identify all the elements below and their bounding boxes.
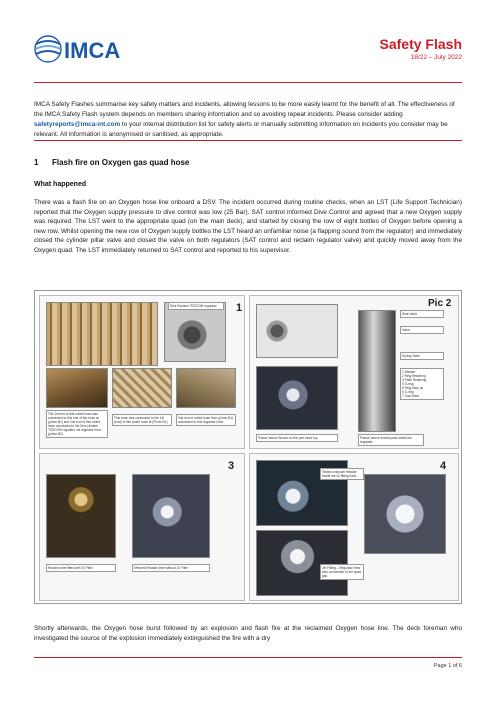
panel-label-1: 1 [236, 302, 243, 314]
section-number: 1 [34, 158, 39, 167]
safety-flash-number: 18/22 – July 2022 [410, 54, 462, 61]
intro-text-start: IMCA Safety Flashes summarise key safety matters and incidents, allowing lessons to be more easily learnt for the benefit of all. The effectiveness of the IMCA Safety Flash system depends on members sharing information and so avoiding repeat incidents. Please consider adding [34, 101, 455, 118]
panel-label-4: 4 [440, 460, 447, 472]
fitting-closeup-photo [364, 474, 446, 554]
photo-panel-4 [249, 453, 459, 601]
regulator-internal-parts-photo [358, 310, 396, 432]
incident-paragraph: There was a flash fire on an Oxygen hose line onboard a DSV. The incident occurred during routine checks, when an LST (Life Support Technician) reported that the Oxygen supply pressure to dive control was low (25 Bar). SAT control informed Dive Control and agreed that a new Oxygen supply was required. The LST went to the appropriate quad (on the main deck), and started by closing the row of eight bottles of Oxygen before opening a new row. Whilst opening the new row of Oxygen supply bottles the LST heard an unfamiliar noise (a flapping sound from the regulator) and immediately closed the cylinder pillar valve and closed the valve on both regulators (SAT control and reclaim regulator valve) and quickly moved away from the Oxygen quad. The LST immediately returned to SAT control and reported to his supervisor. [34, 199, 462, 254]
jet-fitting-photo [256, 530, 348, 596]
caption-parts-inside-regulator: Picture above shows parts inside the regulator [358, 434, 424, 446]
logo-wordmark: IMCA [64, 38, 121, 63]
pair-valve-top-photo [256, 366, 338, 430]
photo-panel-2 [249, 295, 459, 449]
regulator-hose-photo-b2 [176, 368, 236, 408]
what-happened-heading: What happened [34, 181, 87, 188]
caption-valve: Valve [400, 326, 444, 334]
intro-divider [34, 140, 462, 141]
safety-reports-email-link[interactable]: safetyreports@imca-int.com [34, 121, 121, 128]
caption-parts-list: 1 Washer 2 Ring Retaining 3 Plate Retaining 4 O-ring 5 Ring back up 6 O-ring 7 Cap Valve [400, 368, 444, 400]
section-heading [34, 158, 189, 167]
caption-spring-valve: Spring Valve [400, 352, 444, 360]
hose-end-photo-b1 [46, 368, 108, 408]
photo-panel-3 [39, 453, 245, 601]
caption-tested-residue: Tested unknown residue inside the 02 fitting hose [320, 468, 364, 480]
coiled-hose-photo [112, 368, 172, 408]
photo-panel-1 [39, 295, 245, 449]
panel-label-3: 3 [228, 460, 235, 472]
caption-hose-end: The 1st end of this coiled hose was connected to this end of the hose at (photo B1) and 2nd end of this coiled hose connected to the Dive reclaim TESCOM regulator via regulator feed (photo B2) [46, 410, 108, 438]
panel-label-2: Pic 2 [428, 298, 452, 309]
caption-inlet-with-filter: Reclaim inlet fitted with 10 Filter [46, 564, 116, 572]
reclaim-inlet-with-filter-photo [46, 474, 116, 558]
incident-photo-figure [34, 290, 462, 604]
safety-flash-title: Safety Flash [379, 36, 462, 52]
caption-second-end: 2nd end of coiled hose from (photo B1) connected to this regulator hose [176, 414, 236, 426]
imca-logo [34, 32, 134, 66]
globe-icon [35, 36, 61, 62]
caption-seat-valve: Seat Valve [400, 310, 444, 318]
header-divider [34, 82, 462, 83]
caption-jet-fitting: Jet Fitting – Regulator feed side connection to the quad gas [320, 564, 364, 580]
quad-rack-photo [46, 302, 158, 366]
valve-parts-photo [256, 304, 338, 358]
caption-inlet-without-filter: Effected Reclaim inlet without 10 Filter [132, 564, 210, 572]
reclaim-inlet-without-filter-photo [132, 474, 210, 558]
intro-text-end: to your internal distribution list for safety alerts or manually submitting information on incidents you consider may be relevant. All information is anonymised or sanitised, as appropriate. [34, 121, 448, 138]
footer-divider [34, 657, 462, 658]
section-title-text: Flash fire on Oxygen gas quad hose [52, 158, 190, 167]
regulator-photo [164, 302, 226, 362]
intro-paragraph [34, 100, 462, 140]
incident-paragraph-continued: Shortly afterwards, the Oxygen hose burst followed by an explosion and flash fire at the reclaimed Oxygen hose line. The deck foreman who investigated the source of the explosion immediately extinguished the fire with a dry [34, 625, 462, 642]
caption-pair-valve-top: Picture above Shows on the pair valve top [256, 434, 338, 442]
page-header [0, 0, 496, 80]
caption-dive-reclaim-regulator: Dive Reclaim TESCOM regulator [168, 302, 224, 310]
page-number: Page 1 of 6 [433, 663, 462, 669]
caption-coiled-hose: This hose was connected to the 1st (end) of this coiled hose at (Photo B1) [112, 414, 172, 426]
